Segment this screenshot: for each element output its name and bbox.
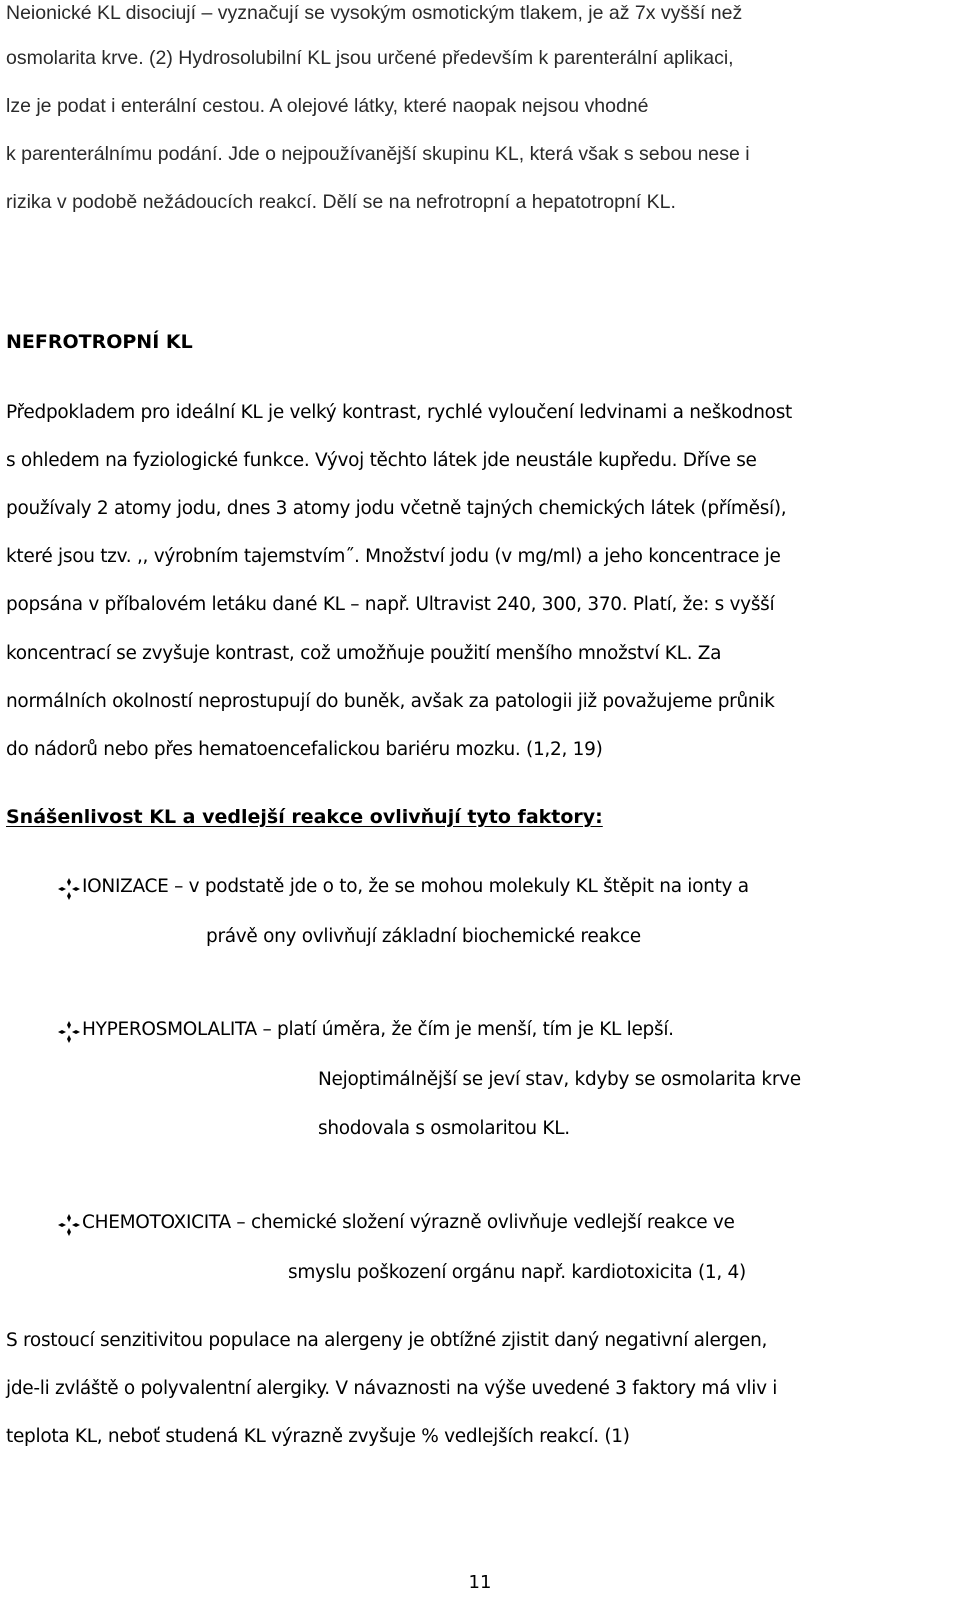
factors-heading: Snášenlivost KL a vedlejší reakce ovlivňují tyto faktory: xyxy=(6,806,603,828)
intro-line: osmolarita krve. (2) Hydrosolubilní KL jsou určené především k parenterální aplikaci, xyxy=(6,47,734,69)
intro-line: lze je podat i enterální cestou. A olejové látky, které naopak nejsou vhodné xyxy=(6,95,649,117)
diamond-star-bullet-icon xyxy=(58,1214,80,1236)
paragraph-line: s ohledem na fyziologické funkce. Vývoj těchto látek jde neustále kupředu. Dříve se xyxy=(6,450,757,471)
bullet-text: IONIZACE – v podstatě jde o to, že se mohou molekuly KL štěpit na ionty a xyxy=(82,876,749,897)
paragraph-line: které jsou tzv. ,, výrobním tajemstvím˝. Množství jodu (v mg/ml) a jeho koncentrace je xyxy=(6,546,781,567)
bullet-text: právě ony ovlivňují základní biochemické reakce xyxy=(206,926,641,947)
bullet-text: Nejoptimálnější se jeví stav, kdyby se osmolarita krve xyxy=(318,1069,801,1090)
diamond-star-bullet-icon xyxy=(58,1021,80,1043)
paragraph-line: Předpokladem pro ideální KL je velký kontrast, rychlé vyloučení ledvinami a neškodnost xyxy=(6,402,792,423)
bullet-text: CHEMOTOXICITA – chemické složení výrazně ovlivňuje vedlejší reakce ve xyxy=(82,1212,735,1233)
intro-line: rizika v podobě nežádoucích reakcí. Dělí se na nefrotropní a hepatotropní KL. xyxy=(6,191,676,213)
paragraph-line: normálních okolností neprostupují do buněk, avšak za patologii již považujeme průnik xyxy=(6,691,775,712)
closing-line: teplota KL, neboť studená KL výrazně zvyšuje % vedlejších reakcí. (1) xyxy=(6,1426,630,1447)
closing-line: jde-li zvláště o polyvalentní alergiky. V návaznosti na výše uvedené 3 faktory má vliv i xyxy=(6,1378,778,1399)
section-title: NEFROTROPNÍ KL xyxy=(6,331,193,353)
diamond-star-bullet-icon xyxy=(58,878,80,900)
intro-line: Neionické KL disociují – vyznačují se vysokým osmotickým tlakem, je až 7x vyšší než xyxy=(6,2,743,24)
intro-line: k parenterálnímu podání. Jde o nejpoužívanější skupinu KL, která však s sebou nese i xyxy=(6,143,750,165)
paragraph-line: koncentrací se zvyšuje kontrast, což umožňuje použití menšího množství KL. Za xyxy=(6,643,722,664)
bullet-text: smyslu poškození orgánu např. kardiotoxicita (1, 4) xyxy=(288,1262,746,1283)
paragraph-line: popsána v příbalovém letáku dané KL – např. Ultravist 240, 300, 370. Platí, že: s vyšší xyxy=(6,594,775,615)
bullet-text: shodovala s osmolaritou KL. xyxy=(318,1118,570,1139)
paragraph-line: do nádorů nebo přes hematoencefalickou bariéru mozku. (1,2, 19) xyxy=(6,739,603,760)
bullet-text: HYPEROSMOLALITA – platí úměra, že čím je menší, tím je KL lepší. xyxy=(82,1019,674,1040)
page-number: 11 xyxy=(468,1572,492,1593)
paragraph-line: používaly 2 atomy jodu, dnes 3 atomy jodu včetně tajných chemických látek (příměsí), xyxy=(6,498,787,519)
closing-line: S rostoucí senzitivitou populace na alergeny je obtížné zjistit daný negativní alergen, xyxy=(6,1330,768,1351)
